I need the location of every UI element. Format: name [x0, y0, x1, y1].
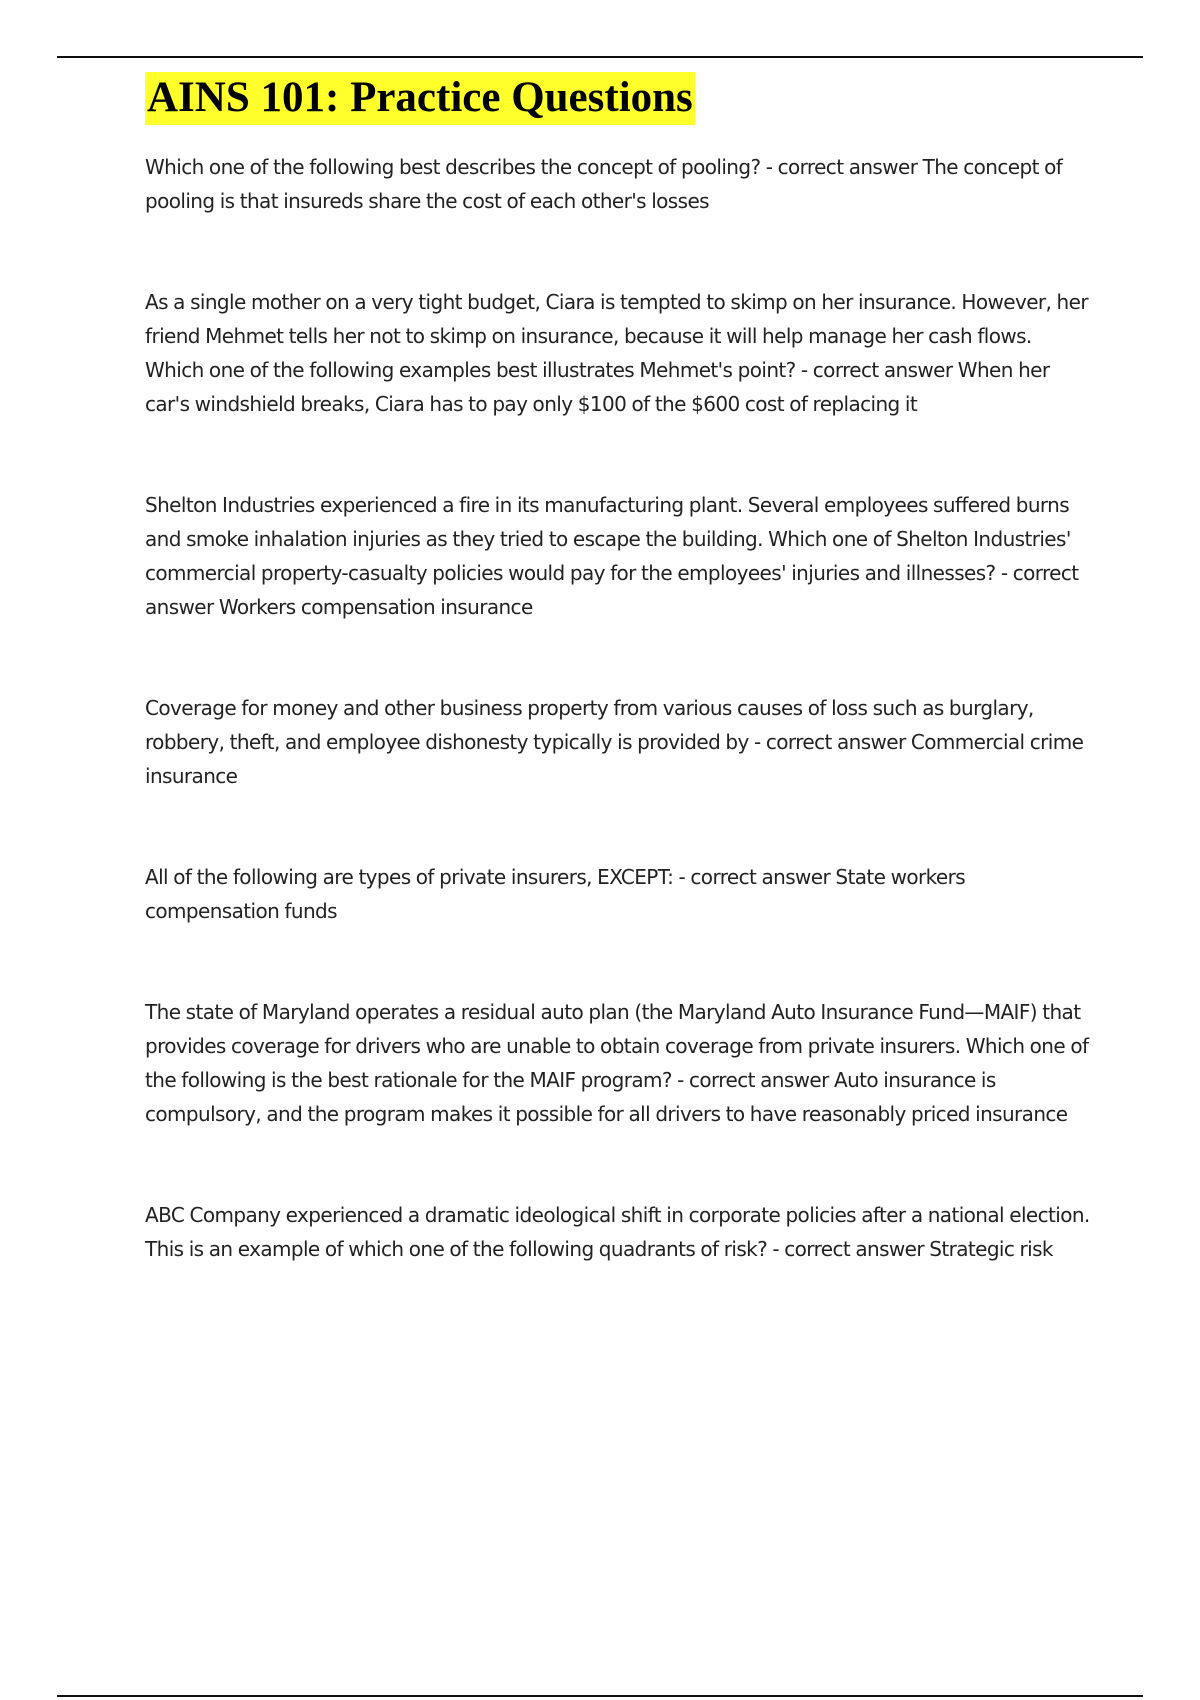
- answer: The concept of pooling is that insureds share the cost of each other's losses: [145, 155, 1063, 213]
- question-item: [145, 860, 1090, 928]
- question-list: [145, 150, 1090, 1266]
- page-content: [145, 72, 1090, 1333]
- question-item: [145, 691, 1090, 793]
- document-title: AINS 101: Practice Questions: [145, 72, 695, 125]
- answer-separator: - correct answer: [795, 358, 958, 382]
- answer-separator: - correct answer: [145, 561, 1079, 619]
- answer-separator: - correct answer: [767, 1237, 930, 1261]
- answer: Workers compensation insurance: [218, 595, 533, 619]
- question-item: [145, 995, 1090, 1131]
- answer-separator: - correct answer: [671, 1068, 834, 1092]
- answer: Commercial crime insurance: [145, 730, 1084, 788]
- question: The state of Maryland operates a residual auto plan (the Maryland Auto Insurance Fund—MAIF) that provides coverage for drivers who are unable to obtain coverage from private insurers. Which one of the following is the best rationale for the MAIF program?: [145, 1000, 1089, 1092]
- answer-separator: - correct answer: [760, 155, 923, 179]
- question-text: [145, 488, 1090, 624]
- answer: State workers compensation funds: [145, 865, 966, 923]
- question-text: [145, 150, 1090, 218]
- question: As a single mother on a very tight budget, Ciara is tempted to skimp on her insurance. However, her friend Mehmet tells her not to skimp on insurance, because it will help manage her cash flows. Which one of the following examples best illustrates Mehmet's point?: [145, 290, 1088, 382]
- question: Shelton Industries experienced a fire in its manufacturing plant. Several employees suffered burns and smoke inhalation injuries as they tried to escape the building. Which one of Shelton Industries' commercial property-casualty policies would pay for the employees' injuries and illnesses?: [145, 493, 1071, 585]
- question-item: [145, 1198, 1090, 1266]
- question: Coverage for money and other business property from various causes of loss such as burglary, robbery, theft, and employee dishonesty typically is provided by: [145, 696, 1034, 754]
- top-rule: [57, 56, 1143, 58]
- question-item: [145, 285, 1090, 421]
- question-text: [145, 995, 1090, 1131]
- question: ABC Company experienced a dramatic ideological shift in corporate policies after a national election. This is an example of which one of the following quadrants of risk?: [145, 1203, 1090, 1261]
- question-text: [145, 1198, 1090, 1266]
- answer: Auto insurance is compulsory, and the program makes it possible for all drivers to have reasonably priced insurance: [145, 1068, 1068, 1126]
- answer: When her car's windshield breaks, Ciara has to pay only $100 of the $600 cost of replacing it: [145, 358, 1050, 416]
- question-text: [145, 691, 1090, 793]
- question-item: [145, 150, 1090, 218]
- question-text: [145, 285, 1090, 421]
- question: Which one of the following best describes the concept of pooling?: [145, 155, 761, 179]
- answer-separator: - correct answer: [748, 730, 911, 754]
- question-item: [145, 488, 1090, 624]
- answer: Strategic risk: [929, 1237, 1053, 1261]
- question-text: [145, 860, 1090, 928]
- question: All of the following are types of private insurers, EXCEPT:: [145, 865, 674, 889]
- bottom-rule: [57, 1695, 1143, 1697]
- answer-separator: - correct answer: [673, 865, 836, 889]
